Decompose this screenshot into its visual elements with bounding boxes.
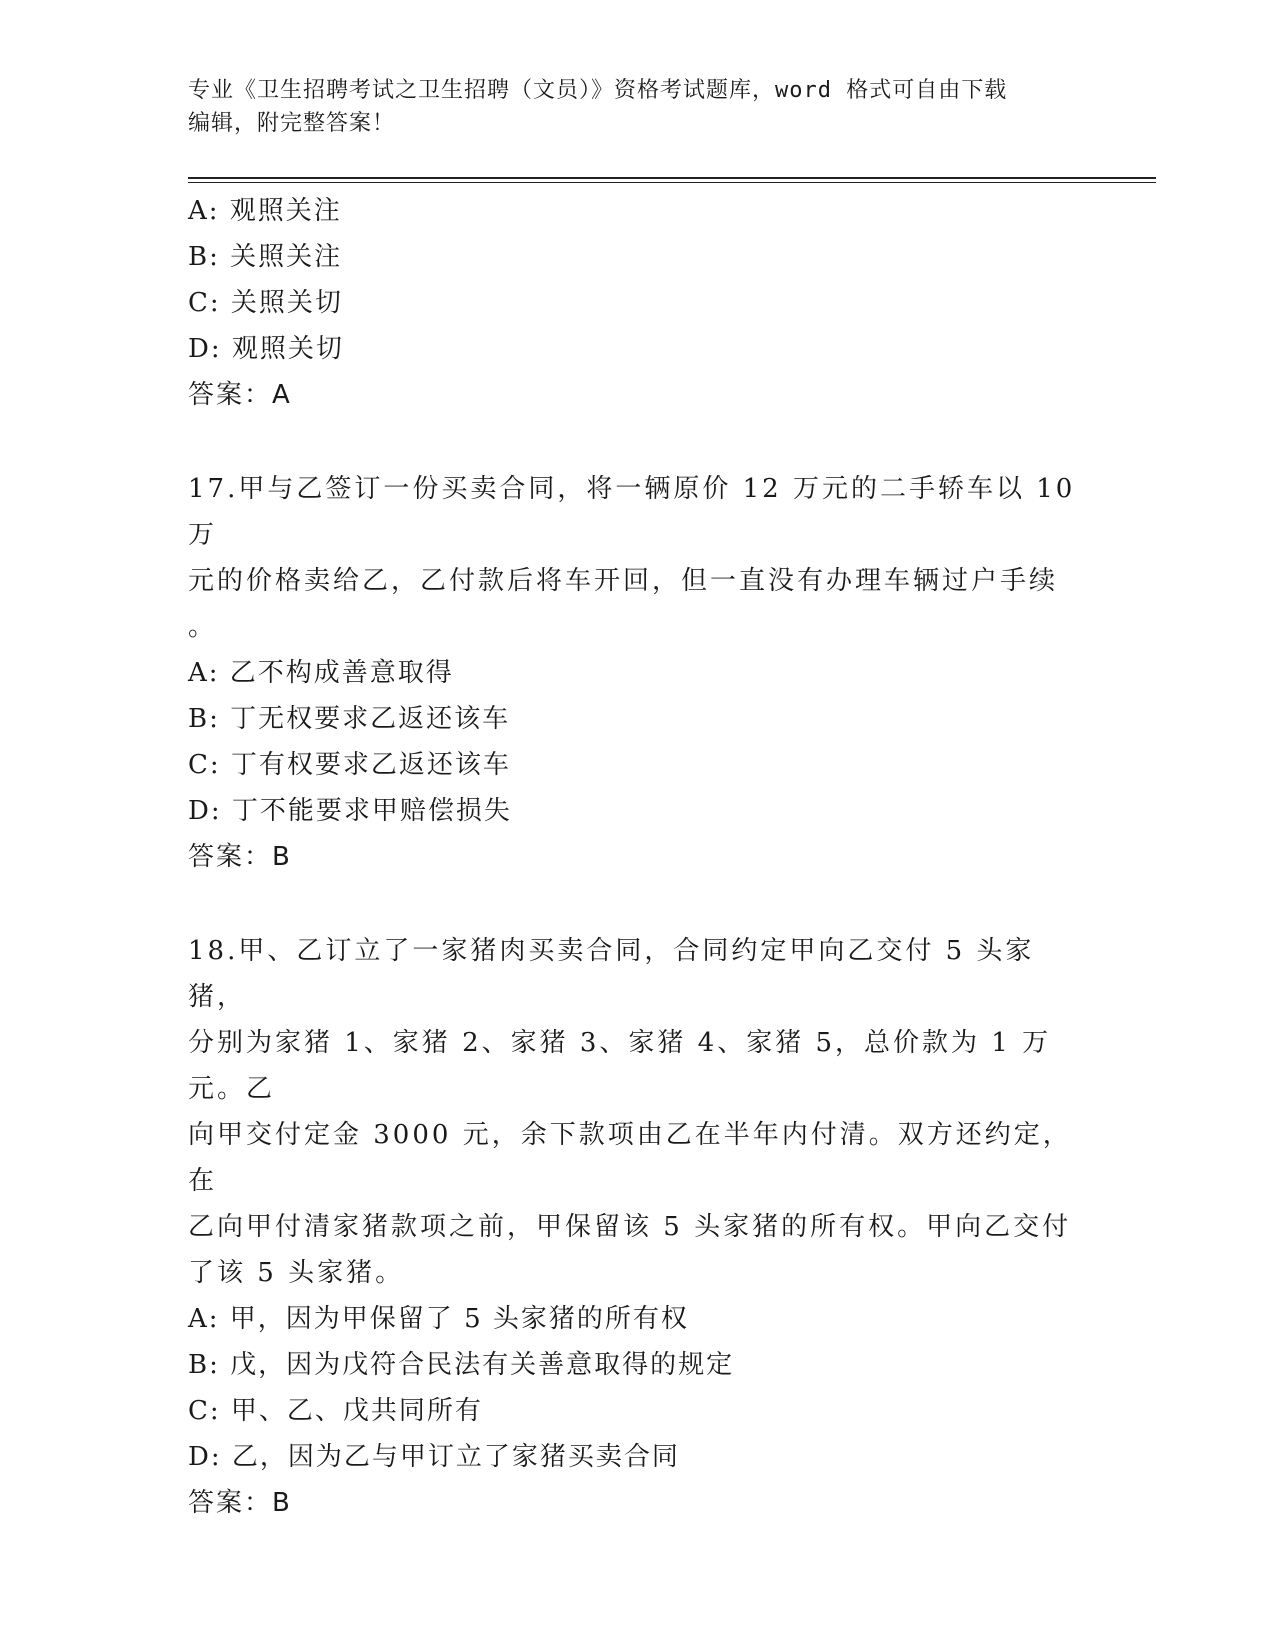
option-a: A: 观照关注 xyxy=(188,196,342,226)
option-d: D: 乙，因为乙与甲订立了家猪买卖合同 xyxy=(188,1442,680,1472)
question-16-options xyxy=(188,188,1088,418)
spacer xyxy=(188,880,1088,928)
header-rule-thick xyxy=(188,177,1156,179)
question-content xyxy=(188,188,1088,1526)
option-a: A: 甲，因为甲保留了 5 头家猪的所有权 xyxy=(188,1304,689,1334)
option-b: B: 丁无权要求乙返还该车 xyxy=(188,704,511,734)
question-17 xyxy=(188,466,1088,880)
answer-17: 答案：B xyxy=(188,842,292,872)
spacer xyxy=(188,418,1088,466)
question-17-stem: 17.甲与乙签订一份买卖合同，将一辆原价 12 万元的二手轿车以 10 万 元的价格卖给乙，乙付款后将车开回，但一直没有办理车辆过户手续 。 xyxy=(188,474,1076,642)
header-rule-thin xyxy=(188,182,1156,183)
page-header xyxy=(188,74,1088,140)
option-a: A: 乙不构成善意取得 xyxy=(188,658,454,688)
option-c: C: 丁有权要求乙返还该车 xyxy=(188,750,511,780)
option-c: C: 甲、乙、戊共同所有 xyxy=(188,1396,483,1426)
answer-18: 答案：B xyxy=(188,1488,292,1518)
option-d: D: 观照关切 xyxy=(188,334,344,364)
option-b: B: 关照关注 xyxy=(188,242,343,272)
answer-16: 答案：A xyxy=(188,380,292,410)
question-18-stem: 18.甲、乙订立了一家猪肉买卖合同，合同约定甲向乙交付 5 头家猪， 分别为家猪 1、家猪 2、家猪 3、家猪 4、家猪 5，总价款为 1 万元。乙 向甲交付定金 3000 元，余下款项由乙在半年内付清。双方还约定，在 乙向甲付清家猪款项之前，甲保留该 5 头家猪的所有权。甲向乙交付 了该 5 头家猪。 xyxy=(188,936,1072,1288)
option-d: D: 丁不能要求甲赔偿损失 xyxy=(188,796,512,826)
option-c: C: 关照关切 xyxy=(188,288,343,318)
header-text: 专业《卫生招聘考试之卫生招聘（文员）》资格考试题库，word 格式可自由下载 编辑，附完整答案！ xyxy=(188,78,1008,136)
question-18 xyxy=(188,928,1088,1526)
option-b: B: 戊，因为戊符合民法有关善意取得的规定 xyxy=(188,1350,735,1380)
